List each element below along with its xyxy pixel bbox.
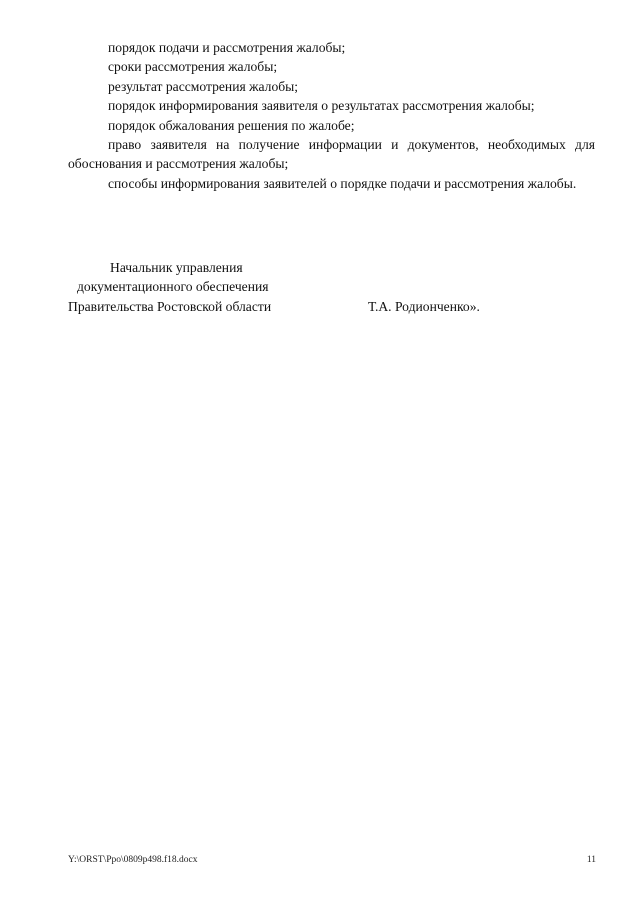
- signatory-position: Начальник управления: [110, 260, 243, 275]
- paragraph-review-terms: сроки рассмотрения жалобы;: [108, 59, 278, 75]
- page-number: 11: [586, 855, 596, 865]
- signatory-name: Т.А. Родионченко».: [368, 298, 480, 314]
- page-footer: [68, 854, 596, 866]
- signatory-organization: Правительства Ростовской области: [68, 298, 272, 314]
- paragraph-right-to-information: право заявителя на получение информации и документов, необходимых для обоснования и рассмотрения жалобы;: [68, 137, 595, 172]
- paragraph-review-result: результат рассмотрения жалобы;: [108, 78, 299, 94]
- paragraph-applicant-notification: порядок информирования заявителя о результатах рассмотрения жалобы;: [108, 98, 535, 114]
- signatory-line: [68, 297, 568, 316]
- file-path: Y:\ORST\Ppo\0809p498.f18.docx: [68, 855, 198, 865]
- document-body: [68, 38, 595, 193]
- paragraph-appeal-procedure: порядок обжалования решения по жалобе;: [108, 117, 355, 133]
- signature-block: [68, 258, 568, 316]
- signatory-department: документационного обеспечения: [77, 279, 269, 295]
- paragraph-informing-methods: способы информирования заявителей о порядке подачи и рассмотрения жалобы.: [108, 175, 577, 191]
- paragraph-complaint-procedure: порядок подачи и рассмотрения жалобы;: [108, 40, 346, 55]
